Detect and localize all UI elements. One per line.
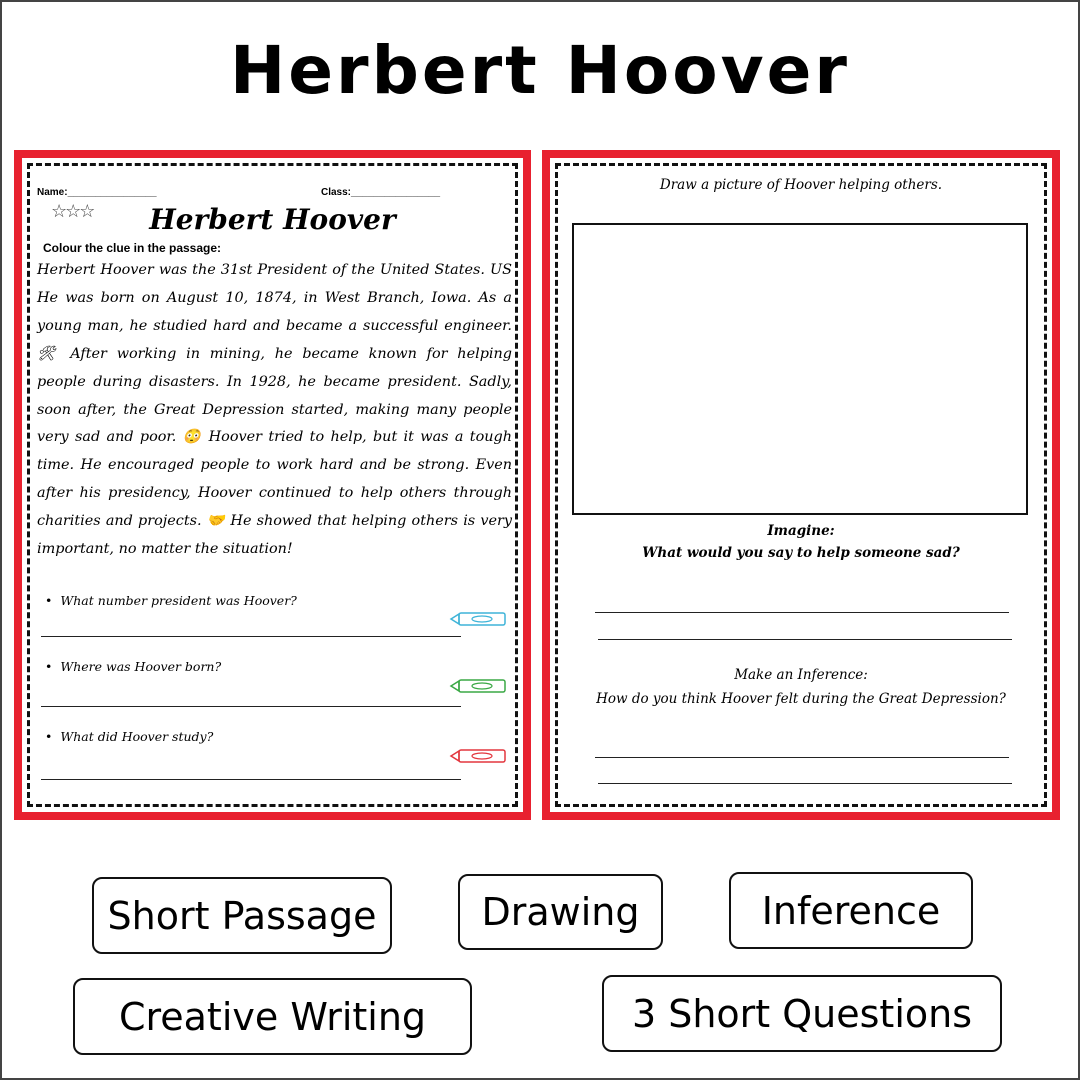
tag-short-passage: Short Passage (92, 877, 392, 954)
question-1: • What number president was Hoover? (45, 593, 297, 608)
answer-line-2[interactable] (41, 706, 461, 707)
red-crayon-icon (449, 748, 509, 764)
tag-3-short-questions: 3 Short Questions (602, 975, 1002, 1052)
answer-line-3[interactable] (41, 779, 461, 780)
drawing-box[interactable] (572, 223, 1028, 515)
draw-prompt: Draw a picture of Hoover helping others. (659, 177, 943, 193)
worksheet-preview-passage (14, 150, 531, 820)
worksheet-inner (22, 158, 523, 812)
green-crayon-icon (449, 678, 509, 694)
worksheet-instruction: Colour the clue in the passage: (43, 241, 222, 255)
question-3: • What did Hoover study? (45, 729, 213, 744)
writing-line-4[interactable] (598, 783, 1012, 784)
answer-line-1[interactable] (41, 636, 461, 637)
worksheet-title: Herbert Hoover (149, 203, 396, 236)
class-field-label: Class:________________ (321, 187, 440, 198)
writing-line-2[interactable] (598, 639, 1012, 640)
imagine-label: Imagine: (767, 523, 835, 539)
worksheet-preview-drawing (542, 150, 1060, 820)
worksheet-inner (550, 158, 1052, 812)
rating-stars-icon: ☆☆☆ (51, 201, 94, 222)
tag-drawing: Drawing (458, 874, 663, 950)
inference-question: How do you think Hoover felt during the Great Depression? (596, 691, 1006, 707)
tag-inference: Inference (729, 872, 973, 949)
writing-line-1[interactable] (595, 612, 1009, 613)
name-field-label: Name:________________ (37, 187, 157, 198)
tag-creative-writing: Creative Writing (73, 978, 472, 1055)
writing-line-3[interactable] (595, 757, 1009, 758)
page-title: Herbert Hoover (230, 32, 850, 109)
blue-crayon-icon (449, 611, 509, 627)
question-2: • Where was Hoover born? (45, 659, 221, 674)
reading-passage: Herbert Hoover was the 31st President of the United States. US He was born on August 10, 1874, in West Branch, Iowa. As a young man, he studied hard and became a successful engineer. 🛠 After working in mining, he became known for helping people during disasters. In 1928, he became president. Sadly, soon after, the Great Depression started, making many people very sad and poor. 😳 Hoover tried to help, but it was a tough time. He encouraged people to work hard and be strong. Even after his presidency, Hoover continued to help others through charities and projects. 🤝 He showed that helping others is very important, no matter the situation! (37, 262, 512, 558)
inference-label: Make an Inference: (734, 667, 868, 683)
imagine-question: What would you say to help someone sad? (642, 545, 960, 561)
